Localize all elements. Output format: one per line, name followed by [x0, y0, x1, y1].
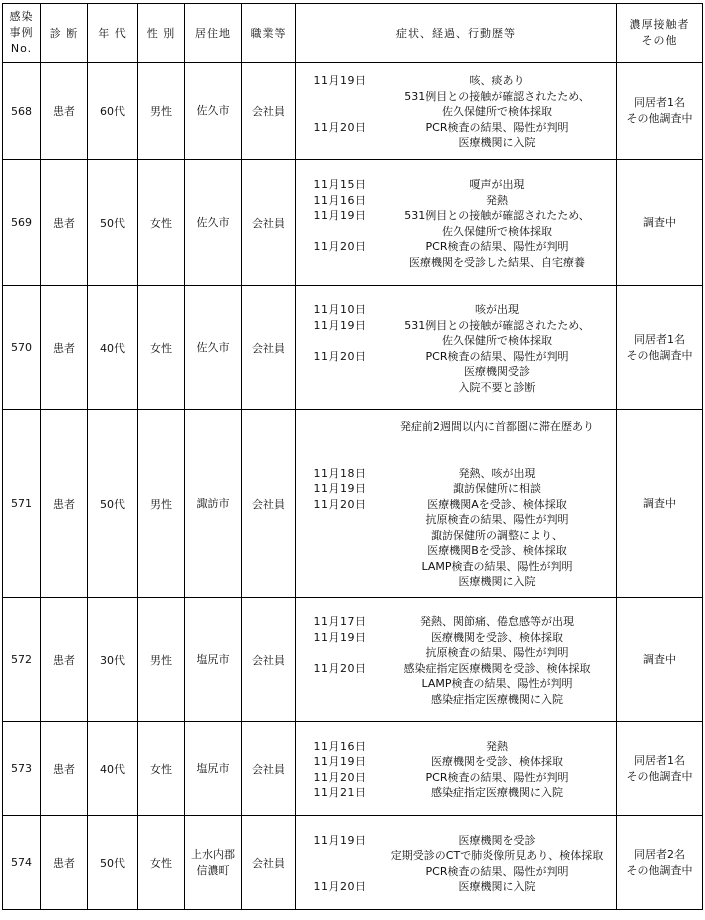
history-date: 11月15日: [313, 178, 367, 191]
history-line: [302, 879, 616, 895]
residence-cell-text: 上水内郡 信濃町: [191, 847, 235, 877]
residence-cell: [185, 722, 242, 816]
history-text: 医療機関に入院: [458, 880, 536, 893]
age-cell: 50代: [88, 160, 138, 286]
history-text: 感染症指定医療機関を受診、検体採取: [403, 661, 591, 675]
history-date: [302, 676, 378, 692]
history-text: 医療機関に入院: [458, 136, 536, 150]
age-cell: 50代: [88, 816, 138, 910]
residence-cell-text: 塩尻市: [196, 761, 230, 775]
contacts-cell-text: 同居者1名 その他調査中: [626, 753, 693, 783]
sex-cell: 女性: [138, 286, 185, 410]
history-spacer: [302, 435, 616, 451]
history-line: [302, 302, 616, 318]
history-date: [302, 380, 378, 396]
history-text: LAMP検査の結果、陽性が判明: [421, 677, 573, 690]
residence-cell: [185, 286, 242, 410]
table-row: [3, 722, 703, 816]
history-text: 医療機関を受診: [458, 833, 536, 847]
history-date: 11月20日: [313, 497, 367, 511]
history-text: 定期受診のCTで肺炎像所見あり、検体採取: [390, 849, 604, 862]
history-line: [302, 864, 616, 880]
occupation-cell: 会社員: [242, 410, 296, 598]
history-text: 発熱: [486, 193, 508, 207]
history-line: [302, 364, 616, 380]
history-text: 嗄声が出現: [469, 178, 525, 191]
history-cell: [296, 63, 617, 160]
history-line: [302, 574, 616, 590]
history-line: [302, 73, 616, 89]
history-line: [302, 614, 616, 630]
history-date: [302, 333, 378, 349]
header-row: [3, 4, 703, 63]
history-line: [302, 645, 616, 661]
case-number: 568: [3, 63, 41, 160]
history-date: 11月20日: [313, 770, 367, 784]
history-cell: [296, 410, 617, 598]
history-date: 11月16日: [313, 739, 367, 753]
history-line: [302, 848, 616, 864]
residence-cell: [185, 598, 242, 722]
history-date: 11月19日: [313, 209, 367, 222]
residence-cell-text: 佐久市: [196, 340, 230, 354]
age-cell: 60代: [88, 63, 138, 160]
history-text: 感染症指定医療機関に入院: [431, 692, 563, 706]
history-line: [302, 481, 616, 497]
contacts-cell-text: 同居者1名 その他調査中: [626, 332, 693, 362]
history-text: 531例目との接触が確認されたため、: [404, 89, 590, 103]
sex-cell: 女性: [138, 722, 185, 816]
history-text: 531例目との接触が確認されたため、: [404, 318, 590, 332]
table-row: [3, 63, 703, 160]
history-text: PCR検査の結果、陽性が判明: [425, 120, 569, 134]
history-line: [302, 333, 616, 349]
history-date: 11月19日: [313, 755, 367, 768]
history-text: 医療機関Aを受診、検体採取: [427, 497, 567, 511]
history-line: [302, 255, 616, 271]
history-line: [302, 497, 616, 513]
history-text: 医療機関に入院: [458, 575, 536, 589]
contacts-cell: [617, 410, 703, 598]
contacts-cell: [617, 160, 703, 286]
history-text: 佐久保健所で検体採取: [442, 224, 552, 238]
sex-cell: 男性: [138, 63, 185, 160]
table-row: [3, 816, 703, 910]
history-line: [302, 120, 616, 136]
history-date: [302, 255, 378, 271]
history-line: [302, 770, 616, 786]
history-line: [302, 543, 616, 559]
history-date: [302, 559, 378, 575]
history-text: 咳、痰あり: [469, 74, 525, 88]
sex-cell: 男性: [138, 410, 185, 598]
history-text: 感染症指定医療機関に入院: [431, 786, 563, 799]
history-date: 11月17日: [313, 615, 367, 628]
diagnosis-cell: 患者: [41, 63, 88, 160]
history-line: [302, 630, 616, 646]
history-text: 医療機関受診: [464, 365, 530, 378]
history-line: [302, 466, 616, 482]
history-text: 咳が出現: [475, 303, 519, 316]
header-sex: 性 別: [138, 4, 185, 63]
contacts-cell-text: 同居者2名 その他調査中: [626, 847, 693, 877]
header-contacts: 濃厚接触者 その他: [617, 4, 703, 63]
header-residence: 居住地: [185, 4, 242, 63]
history-line: [302, 193, 616, 209]
history-line: [302, 676, 616, 692]
history-text: 発熱: [486, 739, 508, 753]
diagnosis-cell: 患者: [41, 286, 88, 410]
header-diagnosis: 診 断: [41, 4, 88, 63]
contacts-cell-text: 調査中: [643, 215, 676, 229]
history-date: [302, 364, 378, 380]
history-line: [302, 419, 616, 435]
history-line: [302, 89, 616, 105]
history-date: 11月19日: [313, 318, 367, 332]
history-date: 11月16日: [313, 193, 367, 207]
history-date: [302, 89, 378, 105]
contacts-cell: [617, 286, 703, 410]
history-text: PCR検査の結果、陽性が判明: [425, 864, 569, 878]
contacts-cell: [617, 722, 703, 816]
header-occupation: 職業等: [242, 4, 296, 63]
history-text: 医療機関を受診した結果、自宅療養: [409, 255, 585, 269]
history-line: [302, 239, 616, 255]
age-cell: 40代: [88, 286, 138, 410]
header-history: 症状、経過、行動歴等: [296, 4, 617, 63]
residence-cell: [185, 160, 242, 286]
history-text: 531例目との接触が確認されたため、: [404, 209, 590, 222]
history-text: 発症前2週間以内に首都圏に滞在歴あり: [400, 420, 594, 434]
contacts-cell: [617, 816, 703, 910]
history-date: 11月21日: [313, 786, 367, 799]
history-line: [302, 661, 616, 677]
history-line: [302, 528, 616, 544]
history-text: PCR検査の結果、陽性が判明: [425, 770, 569, 784]
history-date: [302, 574, 378, 590]
residence-cell-text: 佐久市: [196, 104, 230, 117]
case-number: 569: [3, 160, 41, 286]
history-spacer: [302, 450, 616, 466]
occupation-cell: 会社員: [242, 286, 296, 410]
history-date: [302, 848, 378, 864]
history-date: 11月10日: [313, 303, 367, 316]
history-text: 諏訪保健所の調整により、: [431, 528, 563, 542]
residence-cell-text: 塩尻市: [196, 652, 230, 666]
case-number: 574: [3, 816, 41, 910]
history-line: [302, 754, 616, 770]
table-row: [3, 286, 703, 410]
history-text: 医療機関を受診、検体採取: [431, 630, 563, 644]
history-date: [302, 864, 378, 880]
sex-cell: 女性: [138, 160, 185, 286]
history-text: LAMP検査の結果、陽性が判明: [421, 559, 573, 573]
diagnosis-cell: 患者: [41, 160, 88, 286]
history-text: 抗原検査の結果、陽性が判明: [425, 513, 569, 527]
case-number: 573: [3, 722, 41, 816]
history-line: [302, 135, 616, 151]
history-text: 佐久保健所で検体採取: [442, 105, 552, 119]
sex-cell: 男性: [138, 598, 185, 722]
history-line: [302, 224, 616, 240]
history-date: 11月19日: [313, 482, 367, 496]
occupation-cell: 会社員: [242, 63, 296, 160]
occupation-cell: 会社員: [242, 816, 296, 910]
residence-cell-text: 佐久市: [196, 215, 230, 229]
history-text: 抗原検査の結果、陽性が判明: [425, 646, 569, 659]
history-text: 佐久保健所で検体採取: [442, 334, 552, 347]
history-text: 医療機関を受診、検体採取: [431, 755, 563, 768]
age-cell: 50代: [88, 410, 138, 598]
history-date: [302, 528, 378, 544]
history-line: [302, 349, 616, 365]
diagnosis-cell: 患者: [41, 722, 88, 816]
residence-cell: [185, 410, 242, 598]
case-table: [2, 3, 703, 910]
history-text: PCR検査の結果、陽性が判明: [425, 240, 569, 253]
occupation-cell: 会社員: [242, 598, 296, 722]
history-cell: [296, 598, 617, 722]
history-line: [302, 380, 616, 396]
diagnosis-cell: 患者: [41, 410, 88, 598]
contacts-cell: [617, 598, 703, 722]
history-date: [302, 645, 378, 661]
history-text: 医療機関Bを受診、検体採取: [427, 544, 567, 558]
case-number: 572: [3, 598, 41, 722]
history-line: [302, 692, 616, 708]
sex-cell: 女性: [138, 816, 185, 910]
occupation-cell: 会社員: [242, 722, 296, 816]
table-row: [3, 160, 703, 286]
history-date: [302, 224, 378, 240]
history-date: 11月20日: [313, 240, 367, 253]
history-text: 諏訪保健所に相談: [453, 482, 541, 496]
age-cell: 30代: [88, 598, 138, 722]
history-line: [302, 785, 616, 801]
history-cell: [296, 286, 617, 410]
history-date: 11月19日: [313, 833, 367, 847]
residence-cell-text: 諏訪市: [196, 496, 230, 510]
history-date: 11月20日: [313, 661, 367, 675]
occupation-cell: 会社員: [242, 160, 296, 286]
table-row: [3, 598, 703, 722]
header-age: 年 代: [88, 4, 138, 63]
history-line: [302, 177, 616, 193]
history-date: [302, 692, 378, 708]
history-line: [302, 833, 616, 849]
history-line: [302, 104, 616, 120]
contacts-cell-text: 同居者1名 その他調査中: [626, 96, 693, 125]
history-date: [302, 135, 378, 151]
history-date: 11月20日: [313, 120, 367, 134]
history-date: 11月18日: [313, 466, 367, 480]
history-cell: [296, 816, 617, 910]
contacts-cell-text: 調査中: [643, 652, 676, 666]
contacts-cell-text: 調査中: [643, 496, 676, 510]
history-date: [302, 543, 378, 559]
table-row: [3, 410, 703, 598]
age-cell: 40代: [88, 722, 138, 816]
history-date: [302, 512, 378, 528]
history-text: 発熱、関節痛、倦怠感等が出現: [420, 615, 574, 628]
history-line: [302, 512, 616, 528]
history-date: [302, 104, 378, 120]
history-date: 11月20日: [313, 349, 367, 363]
history-text: 入院不要と診断: [458, 380, 536, 394]
history-date: 11月19日: [313, 630, 367, 644]
diagnosis-cell: 患者: [41, 816, 88, 910]
case-number: 571: [3, 410, 41, 598]
case-number: 570: [3, 286, 41, 410]
history-line: [302, 318, 616, 334]
history-text: 発熱、咳が出現: [458, 466, 536, 480]
history-line: [302, 208, 616, 224]
history-cell: [296, 160, 617, 286]
residence-cell: [185, 816, 242, 910]
history-date: 11月19日: [313, 74, 367, 88]
history-date: 11月20日: [313, 880, 367, 893]
diagnosis-cell: 患者: [41, 598, 88, 722]
history-line: [302, 739, 616, 755]
history-date: [302, 419, 378, 435]
history-line: [302, 559, 616, 575]
residence-cell: [185, 63, 242, 160]
header-case-no: 感染 事例 No.: [3, 4, 41, 63]
history-text: PCR検査の結果、陽性が判明: [425, 349, 569, 363]
history-cell: [296, 722, 617, 816]
contacts-cell: [617, 63, 703, 160]
